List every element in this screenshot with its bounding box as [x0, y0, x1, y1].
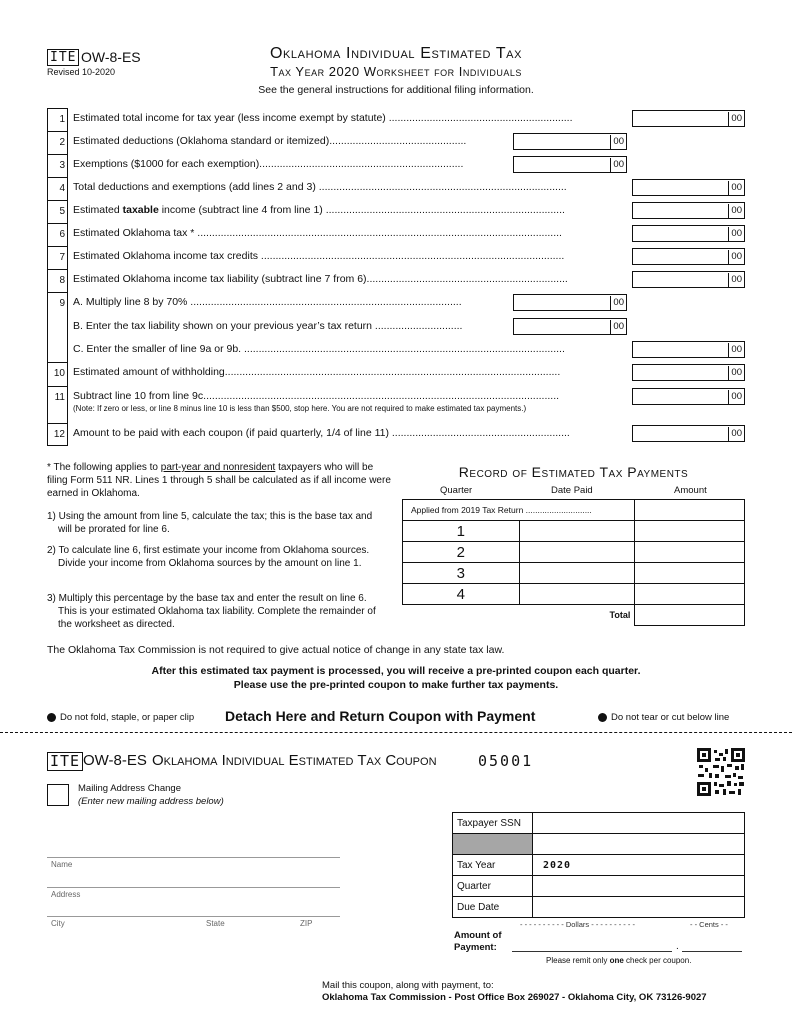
record-col-amount: Amount	[674, 485, 707, 496]
remit-note-post: check per coupon.	[623, 956, 692, 965]
name-label: Name	[51, 860, 73, 869]
cents-value: 00	[610, 296, 624, 311]
general-instructions-note: See the general instructions for additional filing information.	[258, 84, 534, 96]
record-amount-3[interactable]	[635, 563, 745, 584]
worksheet-line-8	[47, 269, 748, 292]
amount-field[interactable]	[632, 364, 745, 381]
amount-field[interactable]	[632, 341, 745, 358]
ssn-field[interactable]	[533, 813, 745, 834]
amount-cents-field[interactable]	[682, 951, 742, 952]
ssn-label: Taxpayer SSN	[453, 813, 533, 834]
record-title: Record of Estimated Tax Payments	[458, 464, 689, 480]
line-number-divider	[47, 200, 68, 201]
mail-address: Oklahoma Tax Commission - Post Office Box 269027 - Oklahoma City, OK 73126-9027	[322, 992, 707, 1003]
worksheet-line-13	[47, 386, 748, 413]
ite-logo: ITE	[47, 49, 79, 66]
line-note: (Note: If zero or less, or line 8 minus line 10 is less than $500, stop here. You are not required to make estimated tax payments.)	[73, 404, 527, 413]
line-label: C. Enter the smaller of line 9a or 9b. ..............................................................................................................	[73, 343, 565, 355]
amount-field[interactable]	[632, 179, 745, 196]
quarter-label: Quarter	[453, 876, 533, 897]
cents-value: 00	[728, 343, 742, 358]
detach-left-note	[47, 712, 194, 723]
due-date-field[interactable]	[533, 897, 745, 918]
worksheet-line-10	[47, 316, 748, 339]
line-label: B. Enter the tax liability shown on your previous year’s tax return ..............................	[73, 320, 463, 332]
amount-field[interactable]	[513, 294, 627, 311]
revised-date: Revised 10-2020	[47, 67, 116, 77]
line-number-divider	[47, 269, 68, 270]
line-label: Estimated Oklahoma income tax credits ........................................................................................................	[73, 250, 565, 262]
line-label: Estimated deductions (Oklahoma standard or itemized)...............................................	[73, 135, 467, 147]
coupon-ite-logo: ITE	[47, 752, 83, 771]
record-amount-1[interactable]	[635, 521, 745, 542]
record-date-2[interactable]	[519, 542, 635, 563]
city-label: City	[51, 919, 65, 928]
amount-field[interactable]	[513, 156, 627, 173]
footnote-item-1: 1) Using the amount from line 5, calculate the tax; this is the base tax and will be prorated for line 6.	[47, 511, 373, 535]
amount-field[interactable]	[513, 318, 627, 335]
line-number: 9	[59, 298, 65, 309]
amount-field[interactable]	[632, 110, 745, 127]
amount-label-1: Amount of	[454, 930, 502, 941]
line-label: Estimated total income for tax year (less income exempt by statute) ...............................................................	[73, 112, 573, 124]
coupon-code: 05001	[478, 752, 534, 770]
amount-label-2: Payment:	[454, 942, 497, 953]
line-label: Subtract line 10 from line 9c..........................................................................................................................	[73, 390, 560, 402]
line-label: Exemptions ($1000 for each exemption)......................................................................	[73, 158, 464, 170]
coupon-notice-1: After this estimated tax payment is processed, you will receive a pre-printed coupon each quarter.	[151, 665, 641, 677]
line-number: 10	[53, 368, 65, 379]
amount-field[interactable]	[632, 248, 745, 265]
cents-value: 00	[728, 273, 742, 288]
record-row-applied	[403, 500, 745, 521]
record-date-4[interactable]	[519, 584, 635, 605]
worksheet-line-9	[47, 292, 748, 315]
coupon-title: Oklahoma Individual Estimated Tax Coupon	[152, 752, 437, 769]
bullet-icon	[47, 713, 56, 722]
line-label: Total deductions and exemptions (add lines 2 and 3) .....................................................................................	[73, 181, 567, 193]
amount-field[interactable]	[632, 425, 745, 442]
detach-heading: Detach Here and Return Coupon with Payment	[225, 708, 536, 724]
line-label: A. Multiply line 8 by 70% .............................................................................................	[73, 296, 462, 308]
record-row-q1	[403, 521, 745, 542]
mailing-change-note: (Enter new mailing address below)	[78, 796, 224, 807]
worksheet-line-5	[47, 200, 748, 223]
line-number-divider	[47, 292, 68, 293]
line-label: Estimated Oklahoma tax * .............................................................................................................................	[73, 227, 562, 239]
remit-note-pre: Please remit only	[546, 956, 610, 965]
cents-value: 00	[728, 390, 742, 405]
remit-note	[546, 956, 691, 965]
footnote-item-2: 2) To calculate line 6, first estimate your income from Oklahoma sources. Divide your income from Oklahoma sources by the amount on line 1.	[47, 545, 370, 569]
record-quarter-4: 4	[403, 584, 520, 605]
remit-note-bold: one	[609, 956, 624, 965]
detach-right-text: Do not tear or cut below line	[611, 712, 730, 723]
record-applied-label: Applied from 2019 Tax Return ............................	[403, 500, 635, 521]
line-label	[73, 204, 628, 216]
line-number: 5	[59, 206, 65, 217]
record-row-q2	[403, 542, 745, 563]
decimal-point: .	[676, 941, 679, 952]
line-number: 1	[59, 114, 65, 125]
cents-value: 00	[610, 158, 624, 173]
record-quarter-1: 1	[403, 521, 520, 542]
record-total-label: Total	[403, 605, 635, 626]
record-applied-amount[interactable]	[635, 500, 745, 521]
cents-value: 00	[728, 427, 742, 442]
coupon-notice-2: Please use the pre-printed coupon to make further tax payments.	[233, 679, 559, 691]
record-date-1[interactable]	[519, 521, 635, 542]
record-col-date: Date Paid	[551, 485, 593, 496]
worksheet-line-12	[47, 362, 748, 385]
line-label: Estimated Oklahoma income tax liability (subtract line 7 from 6).....................................................................	[73, 273, 568, 285]
due-date-label: Due Date	[453, 897, 533, 918]
form-id: OW-8-ES	[81, 49, 141, 65]
qr-code-icon	[697, 748, 745, 796]
ssn-shaded-cell	[453, 834, 533, 855]
footnote-intro-link: part-year and nonresident	[160, 462, 276, 473]
worksheet-line-7	[47, 246, 748, 269]
worksheet-line-6	[47, 223, 748, 246]
record-amount-4[interactable]	[635, 584, 745, 605]
coupon-form-id: OW-8-ES	[83, 752, 147, 769]
record-quarter-2: 2	[403, 542, 520, 563]
footnote-intro-pre: * The following applies to	[47, 462, 161, 473]
address-line[interactable]	[47, 887, 340, 888]
worksheet-line-14	[47, 423, 748, 446]
amount-field[interactable]	[632, 271, 745, 288]
address-label: Address	[51, 890, 81, 899]
detach-left-text: Do not fold, staple, or paper clip	[60, 712, 195, 723]
line-number-divider	[47, 177, 68, 178]
record-date-3[interactable]	[519, 563, 635, 584]
record-row-total	[403, 605, 745, 626]
mailing-address-change-checkbox[interactable]	[47, 784, 69, 806]
cents-value: 00	[728, 366, 742, 381]
name-line[interactable]	[47, 857, 340, 858]
record-col-quarter: Quarter	[440, 485, 473, 496]
detach-line[interactable]	[0, 732, 792, 733]
page-subtitle-year: Tax Year 2020 Worksheet for Individuals	[270, 64, 522, 79]
record-amount-2[interactable]	[635, 542, 745, 563]
record-total-amount[interactable]	[635, 605, 745, 626]
footnote-intro	[47, 461, 392, 500]
line-number: 4	[59, 183, 65, 194]
city-state-zip-line[interactable]	[47, 916, 340, 917]
mail-instructions: Mail this coupon, along with payment, to:	[322, 980, 494, 991]
tax-year-value: 2020	[533, 855, 745, 876]
ssn-field-2[interactable]	[533, 834, 745, 855]
worksheet-line-3	[47, 154, 748, 177]
amount-field[interactable]	[632, 388, 745, 405]
line-number-divider	[47, 423, 68, 424]
quarter-field[interactable]	[533, 876, 745, 897]
line-number-divider	[47, 386, 68, 387]
bullet-icon	[598, 713, 607, 722]
worksheet-line-11	[47, 339, 748, 362]
record-quarter-3: 3	[403, 563, 520, 584]
footnote-item-3: 3) Multiply this percentage by the base tax and enter the result on line 6. This is your estimated Oklahoma tax liability. Complete the remainder of the worksheet as directed.	[47, 593, 376, 630]
line-label-bold: taxable	[122, 204, 159, 216]
dollars-label: - - - - - - - - - - Dollars - - - - - - - - - -	[520, 920, 635, 929]
line-number-divider	[47, 131, 68, 132]
cents-value: 00	[728, 181, 742, 196]
line-number: 7	[59, 252, 65, 263]
coupon-info-table	[452, 812, 745, 918]
detach-right-note	[598, 712, 729, 723]
cents-value: 00	[610, 320, 624, 335]
cents-value: 00	[728, 112, 742, 127]
cents-value: 00	[610, 135, 624, 150]
line-number-divider	[47, 154, 68, 155]
footnote-intro-post: taxpayers who will be filing Form 511 NR. Lines 1 through 5 shall be calculated as if all income were earned in Oklahoma.	[47, 462, 391, 499]
cents-label: - - Cents - -	[690, 920, 728, 929]
line-number: 3	[59, 160, 65, 171]
line-number-divider	[47, 362, 68, 363]
amount-field[interactable]	[632, 202, 745, 219]
line-number-divider	[47, 223, 68, 224]
change-notice: The Oklahoma Tax Commission is not required to give actual notice of change in any state tax law.	[47, 644, 505, 656]
line-number: 12	[53, 429, 65, 440]
mailing-change-label: Mailing Address Change	[78, 783, 181, 794]
line-number-divider	[47, 246, 68, 247]
state-label: State	[206, 919, 225, 928]
amount-field[interactable]	[632, 225, 745, 242]
worksheet-line-2	[47, 131, 748, 154]
line-label: Estimated amount of withholding...................................................................................................................	[73, 366, 561, 378]
record-row-q3	[403, 563, 745, 584]
line-label-post: income (subtract line 4 from line 1) ..................................................................................	[158, 204, 565, 216]
cents-value: 00	[728, 204, 742, 219]
line-number: 2	[59, 137, 65, 148]
worksheet-line-4	[47, 177, 748, 200]
line-label: Amount to be paid with each coupon (if paid quarterly, 1/4 of line 11) .............................................................	[73, 427, 570, 439]
worksheet-line-1	[47, 108, 748, 131]
line-number: 8	[59, 275, 65, 286]
record-table	[402, 499, 745, 626]
cents-value: 00	[728, 227, 742, 242]
line-number: 11	[54, 392, 65, 403]
line-number: 6	[59, 229, 65, 240]
amount-field[interactable]	[513, 133, 627, 150]
record-row-q4	[403, 584, 745, 605]
amount-dollars-field[interactable]	[512, 951, 672, 952]
page-title: Oklahoma Individual Estimated Tax	[269, 45, 523, 62]
line-label-pre: Estimated	[73, 204, 123, 216]
cents-value: 00	[728, 250, 742, 265]
tax-year-label: Tax Year	[453, 855, 533, 876]
zip-label: ZIP	[300, 919, 313, 928]
